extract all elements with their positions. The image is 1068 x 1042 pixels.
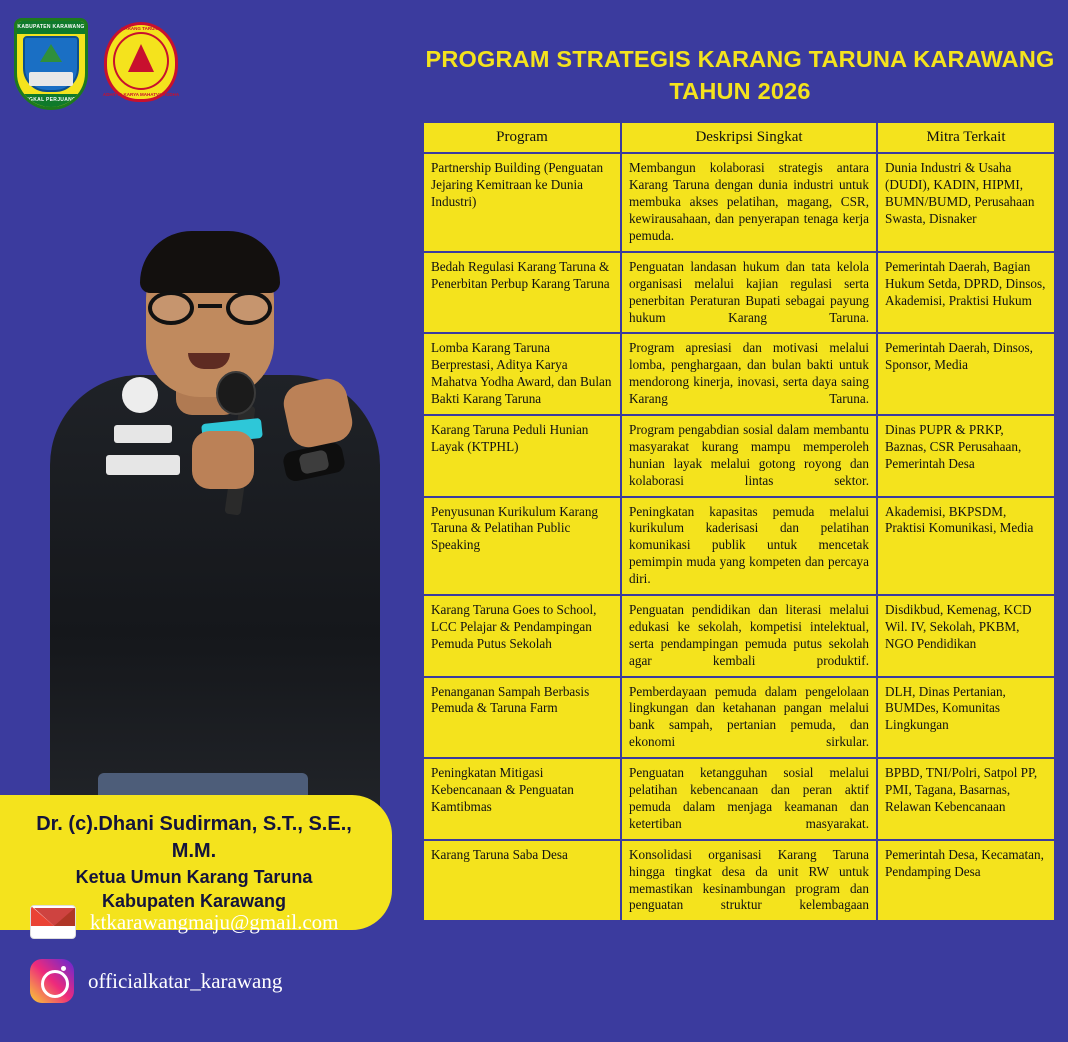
contact-list [30, 905, 410, 1023]
cell-program: Peningkatan Mitigasi Kebencanaan & Penguatan Kamtibmas [424, 759, 620, 839]
page-title-line2: TAHUN 2026 [669, 77, 811, 104]
crest-top-text: KABUPATEN KARAWANG [17, 21, 85, 34]
cell-mitra: DLH, Dinas Pertanian, BUMDes, Komunitas Lingkungan [878, 678, 1054, 758]
cell-program: Lomba Karang Taruna Berprestasi, Aditya Karya Mahatva Yodha Award, dan Bulan Bakti Karang Taruna [424, 334, 620, 414]
program-table [422, 121, 1056, 922]
table-row [424, 154, 1054, 250]
column-header-mitra: Mitra Terkait [878, 123, 1054, 152]
instagram-icon [30, 959, 74, 1003]
cell-deskripsi: Penguatan pendidikan dan literasi melalui edukasi ke sekolah, kompetisi intelektual, serta pendampingan pemuda putus sekolah agar kembali produktif. [622, 596, 876, 676]
cell-deskripsi: Program pengabdian sosial dalam membantu masyarakat kurang mampu memperoleh hunian layak melalui gotong royong dan kolaborasi lintas sektor. [622, 416, 876, 496]
cell-program: Penanganan Sampah Berbasis Pemuda & Taruna Farm [424, 678, 620, 758]
cell-deskripsi: Penguatan ketangguhan sosial melalui pelatihan kebencanaan dan peran aktif pemuda dalam menjaga keamanan dan ketertiban masyarakat. [622, 759, 876, 839]
contact-instagram-value: officialkatar_karawang [88, 968, 283, 993]
cell-mitra: BPBD, TNI/Polri, Satpol PP, PMI, Tagana, Basarnas, Relawan Kebencanaan [878, 759, 1054, 839]
table-row [424, 596, 1054, 676]
karang-taruna-emblem-icon [102, 18, 180, 110]
kabupaten-karawang-crest-icon [14, 18, 88, 110]
logo-group [14, 18, 180, 110]
cell-deskripsi: Penguatan landasan hukum dan tata kelola organisasi melalui kajian regulasi serta penerbitan Peraturan Bupati sebagai payung hukum Karang Taruna. [622, 253, 876, 333]
cell-program: Penyusunan Kurikulum Karang Taruna & Pelatihan Public Speaking [424, 498, 620, 594]
gmail-icon [30, 905, 76, 939]
table-row [424, 759, 1054, 839]
cell-mitra: Pemerintah Desa, Kecamatan, Pendamping Desa [878, 841, 1054, 921]
cell-deskripsi: Membangun kolaborasi strategis antara Karang Taruna dengan dunia industri untuk membuka akses pelatihan, magang, CSR, kewirausahaan, dan penyerapan tenaga kerja pemuda. [622, 154, 876, 250]
cell-mitra: Pemerintah Daerah, Bagian Hukum Setda, DPRD, Dinsos, Akademisi, Praktisi Hukum [878, 253, 1054, 333]
cell-mitra: Disdikbud, Kemenag, KCD Wil. IV, Sekolah, PKBM, NGO Pendidikan [878, 596, 1054, 676]
emblem-bottom-text: ADHITYA KARYA MAHATVA YODHA [102, 92, 180, 97]
profile-role: Ketua Umun Karang Taruna [75, 867, 313, 887]
cell-mitra: Dinas PUPR & PRKP, Baznas, CSR Perusahaan, Pemerintah Desa [878, 416, 1054, 496]
table-row [424, 334, 1054, 414]
table-row [424, 416, 1054, 496]
profile-name: Dr. (c).Dhani Sudirman, S.T., S.E., M.M. [36, 813, 352, 862]
cell-deskripsi: Peningkatan kapasitas pemuda melalui kurikulum kaderisasi dan pelatihan komunikasi publik untuk mencetak pemimpin muda yang kompeten dan percaya diri. [622, 498, 876, 594]
cell-mitra: Pemerintah Daerah, Dinsos, Sponsor, Media [878, 334, 1054, 414]
cell-program: Bedah Regulasi Karang Taruna & Penerbitan Perbup Karang Taruna [424, 253, 620, 333]
microphone-icon [216, 371, 256, 415]
column-header-deskripsi: Deskripsi Singkat [622, 123, 876, 152]
table-row [424, 678, 1054, 758]
table-header-row [424, 123, 1054, 152]
cell-deskripsi: Program apresiasi dan motivasi melalui lomba, penghargaan, dan bulan bakti untuk mendorong kinerja, inovasi, serta daya saing Karang Taruna. [622, 334, 876, 414]
contact-email[interactable] [30, 905, 410, 939]
glasses-icon [148, 291, 272, 325]
contact-email-value: ktkarawangmaju@gmail.com [90, 909, 339, 934]
contact-instagram[interactable] [30, 959, 410, 1003]
speaker-photo [10, 205, 410, 845]
cell-program: Karang Taruna Saba Desa [424, 841, 620, 921]
cell-deskripsi: Pemberdayaan pemuda dalam pengelolaan lingkungan dan ketahanan pangan melalui bank sampah, pertanian pemuda, dan ekonomi sirkular. [622, 678, 876, 758]
cell-deskripsi: Konsolidasi organisasi Karang Taruna hingga tingkat desa da unit RW untuk memastikan kesinambungan program dan penguatan struktur kelembagaan [622, 841, 876, 921]
table-row [424, 253, 1054, 333]
right-panel [412, 0, 1068, 1042]
cell-mitra: Akademisi, BKPSDM, Praktisi Komunikasi, Media [878, 498, 1054, 594]
emblem-top-text: KARANG TARUNA [121, 26, 161, 31]
profile-region: Kabupaten Karawang [101, 891, 287, 912]
table-row [424, 841, 1054, 921]
cell-program: Karang Taruna Goes to School, LCC Pelajar & Pendampingan Pemuda Putus Sekolah [424, 596, 620, 676]
page-title-line1: PROGRAM STRATEGIS KARANG TARUNA KARAWANG [425, 46, 1055, 72]
column-header-program: Program [424, 123, 620, 152]
crest-bottom-text: PANGKAL PERJUANGAN [17, 94, 85, 107]
left-panel [0, 0, 412, 1042]
cell-program: Partnership Building (Penguatan Jejaring Kemitraan ke Dunia Industri) [424, 154, 620, 250]
cell-program: Karang Taruna Peduli Hunian Layak (KTPHL) [424, 416, 620, 496]
table-row [424, 498, 1054, 594]
cell-mitra: Dunia Industri & Usaha (DUDI), KADIN, HIPMI, BUMN/BUMD, Perusahaan Swasta, Disnaker [878, 154, 1054, 250]
page-title [422, 44, 1058, 107]
